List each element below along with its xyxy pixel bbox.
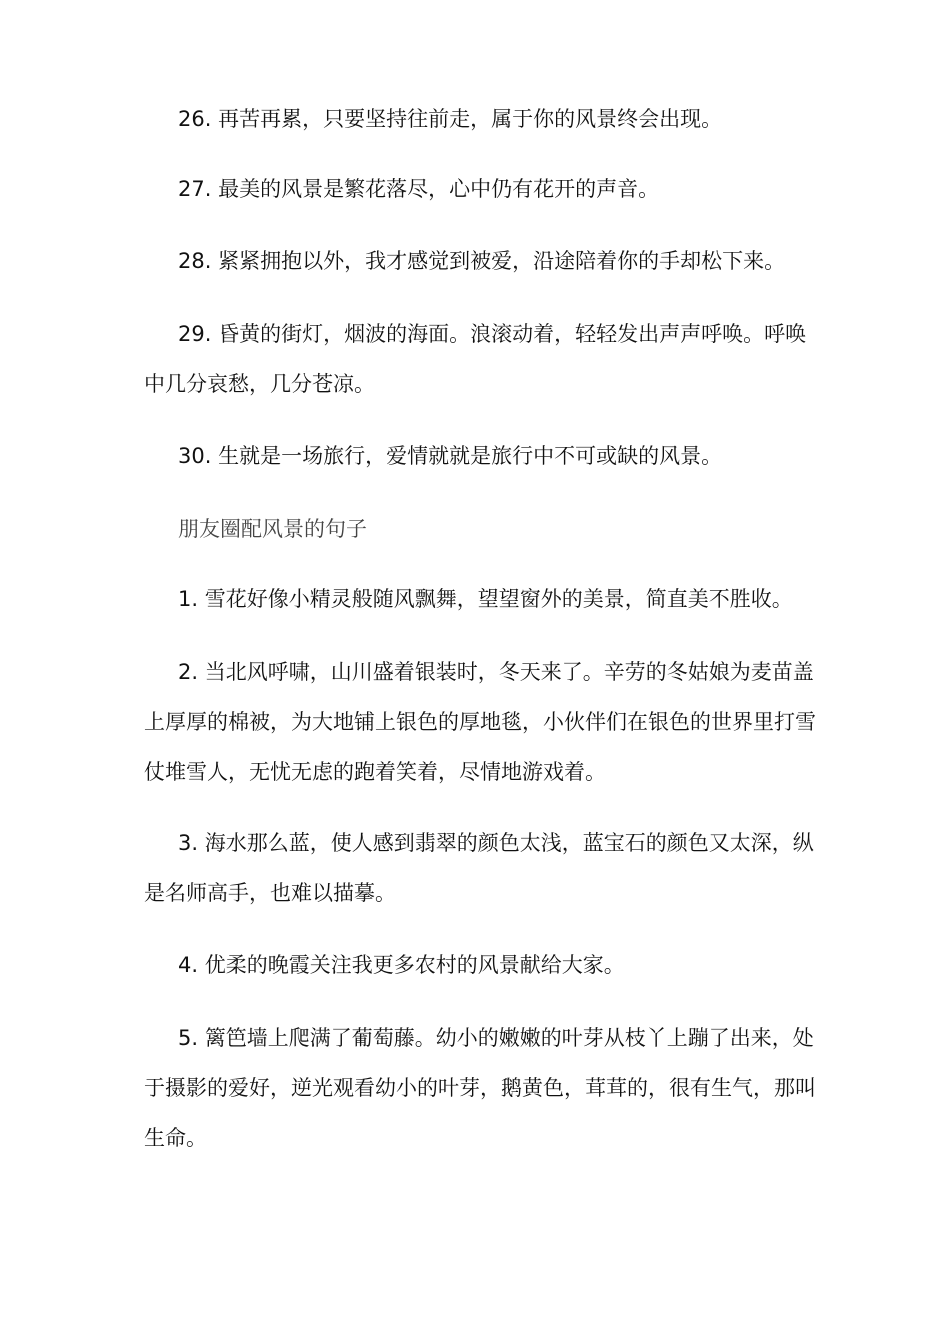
section-heading: 朋友圈配风景的句子	[178, 517, 367, 541]
paragraph-2: 2. 当北风呼啸，山川盛着银装时，冬天来了。辛劳的冬姑娘为麦苗盖上厚厚的棉被，为大地铺上银色的厚地毯，小伙伴们在银色的世界里打雪仗堆雪人，无忧无虑的跑着笑着，尽情地游戏着。	[144, 660, 816, 784]
paragraph-30: 30. 生就是一场旅行，爱情就就是旅行中不可或缺的风景。	[178, 444, 723, 468]
paragraph-26: 26. 再苦再累，只要坚持往前走，属于你的风景终会出现。	[178, 107, 723, 131]
paragraph-4: 4. 优柔的晚霞关注我更多农村的风景献给大家。	[178, 953, 625, 977]
paragraph-1: 1. 雪花好像小精灵般随风飘舞，望望窗外的美景，简直美不胜收。	[178, 587, 793, 611]
paragraph-29: 29. 昏黄的街灯，烟波的海面。浪滚动着，轻轻发出声声呼唤。呼唤中几分哀愁，几分苍凉。	[144, 322, 807, 396]
paragraph-3: 3. 海水那么蓝，使人感到翡翠的颜色太浅，蓝宝石的颜色又太深，纵是名师高手，也难以描摹。	[144, 831, 814, 905]
paragraph-27: 27. 最美的风景是繁花落尽，心中仍有花开的声音。	[178, 177, 660, 201]
paragraph-28: 28. 紧紧拥抱以外，我才感觉到被爱，沿途陪着你的手却松下来。	[178, 249, 786, 273]
paragraph-5: 5. 篱笆墙上爬满了葡萄藤。幼小的嫩嫩的叶芽从枝丫上蹦了出来，处于摄影的爱好，逆光观看幼小的叶芽，鹅黄色，茸茸的，很有生气，那叫生命。	[144, 1026, 816, 1150]
